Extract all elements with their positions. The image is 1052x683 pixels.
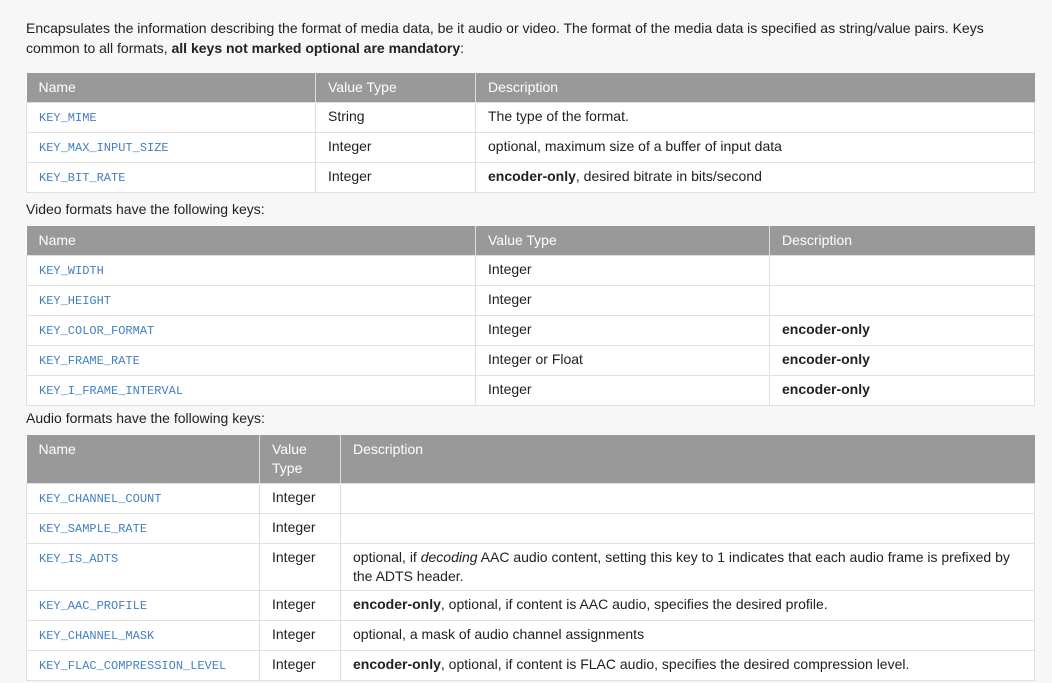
column-header-name: Name	[27, 226, 476, 256]
description-cell: encoder-only, desired bitrate in bits/second	[476, 163, 1035, 193]
description-cell	[770, 286, 1035, 316]
key-link-width[interactable]: KEY_WIDTH	[27, 256, 476, 286]
value-type-cell: Integer or Float	[476, 346, 770, 376]
key-link-flac-compression-level[interactable]: KEY_FLAC_COMPRESSION_LEVEL	[27, 651, 260, 681]
key-link-color-format[interactable]: KEY_COLOR_FORMAT	[27, 316, 476, 346]
key-link-height[interactable]: KEY_HEIGHT	[27, 286, 476, 316]
description-cell	[770, 256, 1035, 286]
value-type-cell: Integer	[260, 651, 341, 681]
column-header-name: Name	[27, 73, 316, 103]
table-row	[27, 286, 1035, 316]
table-row	[27, 163, 1035, 193]
value-type-cell: Integer	[476, 256, 770, 286]
audio-intro-paragraph: Audio formats have the following keys:	[26, 410, 265, 426]
value-type-cell: Integer	[476, 286, 770, 316]
value-type-cell: Integer	[476, 376, 770, 406]
key-link-channel-count[interactable]: KEY_CHANNEL_COUNT	[27, 484, 260, 514]
value-type-cell: Integer	[260, 621, 341, 651]
intro-paragraph	[26, 18, 1026, 58]
table-row	[27, 621, 1035, 651]
column-header-value-type: Value Type	[316, 73, 476, 103]
description-cell: optional, a mask of audio channel assignments	[341, 621, 1035, 651]
description-cell: encoder-only	[770, 376, 1035, 406]
table-row	[27, 133, 1035, 163]
audio-keys-table	[26, 435, 1035, 681]
table-row	[27, 514, 1035, 544]
table-row	[27, 316, 1035, 346]
key-link-frame-rate[interactable]: KEY_FRAME_RATE	[27, 346, 476, 376]
column-header-description: Description	[770, 226, 1035, 256]
description-cell: encoder-only	[770, 316, 1035, 346]
table-row	[27, 484, 1035, 514]
table-row	[27, 376, 1035, 406]
column-header-name: Name	[27, 435, 260, 484]
value-type-cell: Integer	[476, 316, 770, 346]
value-type-cell: Integer	[260, 514, 341, 544]
intro-bold-text: all keys not marked optional are mandatory	[171, 40, 461, 56]
table-header-row	[27, 226, 1035, 256]
value-type-cell: Integer	[260, 591, 341, 621]
key-link-max-input-size[interactable]: KEY_MAX_INPUT_SIZE	[27, 133, 316, 163]
description-cell: optional, maximum size of a buffer of input data	[476, 133, 1035, 163]
description-cell: The type of the format.	[476, 103, 1035, 133]
table-header-row	[27, 435, 1035, 484]
table-row	[27, 103, 1035, 133]
column-header-value-type: Value Type	[476, 226, 770, 256]
value-type-cell: Integer	[260, 544, 341, 591]
description-cell: encoder-only, optional, if content is FLAC audio, specifies the desired compression level.	[341, 651, 1035, 681]
description-cell	[341, 484, 1035, 514]
key-link-sample-rate[interactable]: KEY_SAMPLE_RATE	[27, 514, 260, 544]
table-row	[27, 651, 1035, 681]
description-cell: optional, if decoding AAC audio content, setting this key to 1 indicates that each audio frame is prefixed by the ADTS header.	[341, 544, 1035, 591]
table-header-row	[27, 73, 1035, 103]
table-row	[27, 544, 1035, 591]
column-header-description: Description	[341, 435, 1035, 484]
intro-text: Encapsulates the information describing the format of media data, be it audio or video. The format of the media data is specified as string/value pairs. Keys common to all formats,	[26, 20, 984, 56]
description-cell: encoder-only, optional, if content is AAC audio, specifies the desired profile.	[341, 591, 1035, 621]
table-row	[27, 346, 1035, 376]
value-type-cell: Integer	[260, 484, 341, 514]
description-cell: encoder-only	[770, 346, 1035, 376]
key-link-is-adts[interactable]: KEY_IS_ADTS	[27, 544, 260, 591]
key-link-channel-mask[interactable]: KEY_CHANNEL_MASK	[27, 621, 260, 651]
value-type-cell: String	[316, 103, 476, 133]
intro-colon: :	[460, 40, 465, 56]
video-keys-table	[26, 226, 1035, 406]
key-link-i-frame-interval[interactable]: KEY_I_FRAME_INTERVAL	[27, 376, 476, 406]
video-intro-paragraph: Video formats have the following keys:	[26, 201, 265, 217]
table-row	[27, 591, 1035, 621]
value-type-cell: Integer	[316, 163, 476, 193]
table-row	[27, 256, 1035, 286]
key-link-bit-rate[interactable]: KEY_BIT_RATE	[27, 163, 316, 193]
common-keys-table	[26, 73, 1035, 193]
key-link-aac-profile[interactable]: KEY_AAC_PROFILE	[27, 591, 260, 621]
column-header-description: Description	[476, 73, 1035, 103]
description-cell	[341, 514, 1035, 544]
key-link-mime[interactable]: KEY_MIME	[27, 103, 316, 133]
column-header-value-type: Value Type	[260, 435, 341, 484]
value-type-cell: Integer	[316, 133, 476, 163]
